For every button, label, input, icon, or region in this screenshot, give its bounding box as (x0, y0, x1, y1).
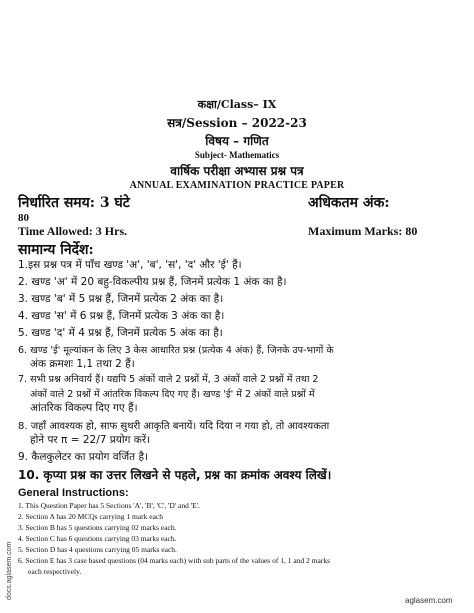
general-instruction-line: 5. Section D has 4 questions carrying 05 marks each. (18, 545, 177, 554)
instruction-line: 8. जहाँ आवश्यक हो, साफ सुथरी आकृति बनायें। यदि दिया न गया हो, तो आवश्यकता (18, 421, 330, 432)
subject-english: Subject- Mathematics (194, 150, 280, 160)
general-instructions-heading: General Instructions: (18, 487, 129, 499)
instruction-line: 1.इस प्रश्न पत्र में पाँच खण्ड 'अ', 'ब', 'स', 'द' और 'ई' हैं। (18, 259, 242, 271)
title-english: ANNUAL EXAMINATION PRACTICE PAPER (129, 180, 345, 191)
instruction-line: 4. खण्ड 'स' में 6 प्रश्न हैं, जिनमें प्रत्येक 3 अंक का है। (18, 310, 225, 322)
side-watermark: docs.aglasem.com (6, 541, 13, 600)
class-line: कक्षा/Class– IX (197, 98, 277, 111)
general-instruction-line: 6. Section E has 3 case based questions (04 marks each) with sub parts of the values of 1, 1 and 2 marks (18, 556, 331, 565)
time-allowed-hindi: निर्धारित समय: 3 घंटे (18, 195, 130, 211)
instruction-line: अंक क्रमशः 1,1 तथा 2 हैं। (30, 358, 135, 370)
instruction-line: 5. खण्ड 'द' में 4 प्रश्न हैं, जिनमें प्रत्येक 5 अंक का है। (18, 327, 223, 339)
instructions-heading-hindi: सामान्य निर्देश: (18, 242, 94, 258)
instruction-line: 10. कृप्या प्रश्न का उत्तर लिखने से पहले, प्रश्न का क्रमांक अवश्य लिखें। (18, 468, 332, 482)
general-instruction-line: each respectively. (28, 567, 82, 576)
session-line: सत्र/Session – 2022-23 (167, 116, 307, 130)
title-hindi: वार्षिक परीक्षा अभ्यास प्रश्न पत्र (170, 164, 304, 178)
subject-hindi: विषय – गणित (205, 134, 269, 148)
instruction-line: 6. खण्ड 'ई' मूल्यांकन के लिए 3 केस आधारित प्रश्न (प्रत्येक 4 अंक) हैं, जिनके उप-भागों के (18, 345, 334, 356)
general-instruction-line: 4. Section C has 6 questions carrying 03 marks each. (18, 534, 177, 543)
general-instruction-line: 1. This Question Paper has 5 Sections 'A', 'B', 'C', 'D' and 'E'. (18, 501, 200, 510)
general-instruction-line: 2. Section A has 20 MCQs carrying 1 mark each (18, 512, 163, 521)
instruction-line: 2. खण्ड 'अ' में 20 बहु-विकल्पीय प्रश्न हैं, जिनमें प्रत्येक 1 अंक का है। (18, 276, 287, 288)
max-marks-value: 80 (18, 212, 29, 224)
instruction-line: होने पर π = 22/7 प्रयोग करें। (30, 434, 151, 446)
general-instruction-line: 3. Section B has 5 questions carrying 02 marks each. (18, 523, 177, 532)
instruction-line: 3. खण्ड 'ब' में 5 प्रश्न हैं, जिनमें प्रत्येक 2 अंक का है। (18, 293, 224, 305)
instruction-line: आंतरिक विकल्प दिए गए हैं। (30, 402, 138, 414)
max-marks-hindi: अधिकतम अंक: (308, 195, 390, 211)
max-marks-english: Maximum Marks: 80 (308, 224, 418, 238)
instruction-line: 7. सभी प्रश्न अनिवार्य हैं। यद्यपि 5 अंकों वाले 2 प्रश्नों में, 3 अंकों वाले 2 प्रश्नों में तथा 2 (18, 374, 319, 385)
instruction-line: 9. कैलकुलेटर का प्रयोग वर्जित है। (18, 451, 149, 463)
time-allowed-english: Time Allowed: 3 Hrs. (18, 224, 128, 238)
instruction-line: अंकों वाले 2 प्रश्नों में आंतरिक विकल्प दिए गए हैं। खण्ड 'ई' में 2 अंकों वाले प्रश्नों में (30, 389, 315, 400)
footer-watermark: aglasem.com (405, 596, 453, 605)
